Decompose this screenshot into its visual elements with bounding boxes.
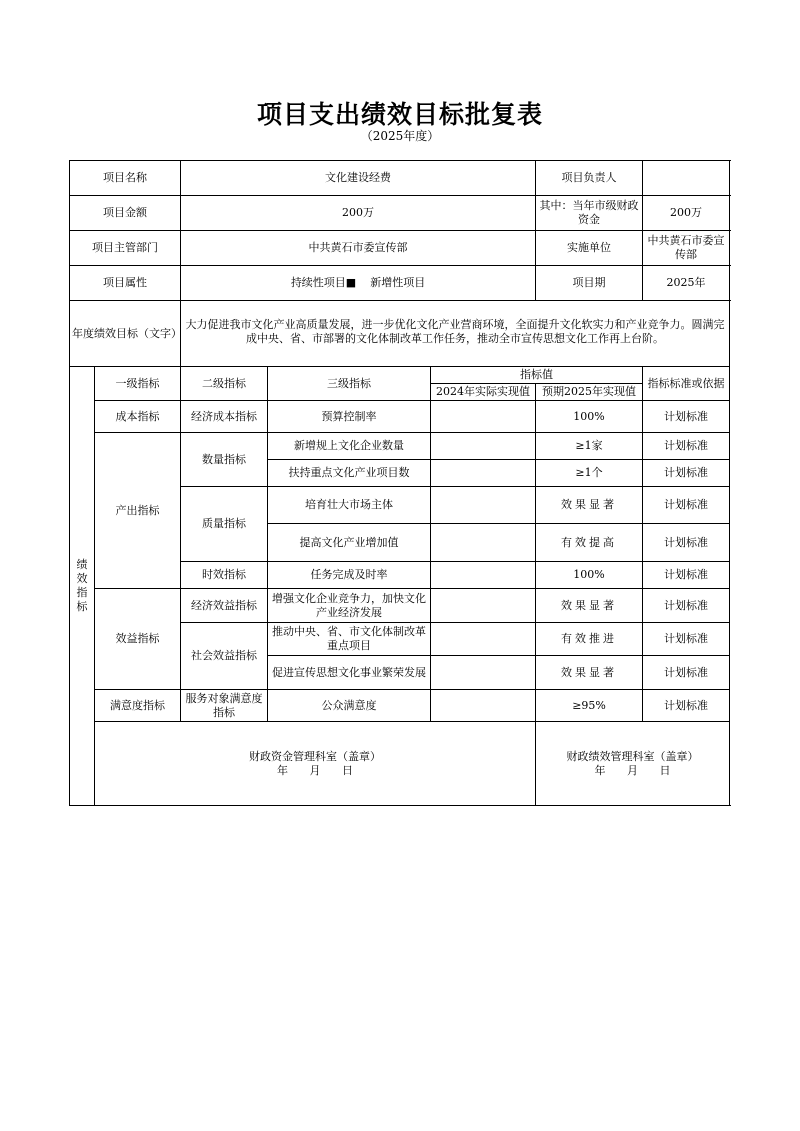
actual-cell [431, 524, 536, 562]
expected-cell: ≥1个 [536, 460, 643, 487]
signature-right [536, 722, 730, 806]
header-level3: 三级指标 [268, 367, 431, 401]
row-project-amount [70, 196, 730, 231]
table-row [70, 401, 730, 433]
header-level2: 二级指标 [181, 367, 268, 401]
expected-cell: 效果显著 [536, 589, 643, 623]
attribute-label: 项目属性 [70, 266, 181, 301]
annual-goal-text: 大力促进我市文化产业高质量发展，进一步优化文化产业营商环境，全面提升文化软实力和产业竞争力。圆满完成中央、省、市部署的文化体制改革工作任务，推动全市宣传思想文化工作再上台阶。 [181, 301, 730, 367]
actual-cell [431, 690, 536, 722]
project-leader-value [643, 161, 730, 196]
performance-office: 财政绩效管理科室（盖章） [566, 749, 699, 763]
standard-cell: 计划标准 [643, 401, 730, 433]
level2-cell: 数量指标 [181, 433, 268, 487]
expected-cell: ≥1家 [536, 433, 643, 460]
level1-cell: 产出指标 [95, 433, 181, 589]
level1-cell: 满意度指标 [95, 690, 181, 722]
expected-cell: 效果显著 [536, 656, 643, 690]
standard-cell: 计划标准 [643, 589, 730, 623]
level3-cell: 增强文化企业竞争力，加快文化产业经济发展 [268, 589, 431, 623]
date-line-left [97, 764, 533, 778]
project-amount-label: 项目金额 [70, 196, 181, 231]
level3-cell: 扶持重点文化产业项目数 [268, 460, 431, 487]
month-label: 月 [309, 763, 321, 777]
level3-cell: 促进宣传思想文化事业繁荣发展 [268, 656, 431, 690]
standard-cell: 计划标准 [643, 656, 730, 690]
row-project-name [70, 161, 730, 196]
header-value: 指标值 [431, 367, 643, 384]
expected-cell: 效果显著 [536, 487, 643, 524]
row-annual-goal [70, 301, 730, 367]
table-row [70, 433, 730, 460]
page-title: 项目支出绩效目标批复表 [256, 100, 543, 129]
annual-goal-label: 年度绩效目标（文字） [70, 301, 181, 367]
period-label: 项目期 [536, 266, 643, 301]
actual-cell [431, 656, 536, 690]
project-leader-label: 项目负责人 [536, 161, 643, 196]
project-amount-value: 200万 [181, 196, 536, 231]
attribute-value: 持续性项目■ 新增性项目 [181, 266, 536, 301]
header-actual-2024: 2024年实际实现值 [431, 384, 536, 401]
table-row [70, 589, 730, 623]
day-label: 日 [659, 763, 671, 777]
expected-cell: 100% [536, 401, 643, 433]
level3-cell: 培育壮大市场主体 [268, 487, 431, 524]
level2-cell: 社会效益指标 [181, 623, 268, 690]
level3-cell: 新增规上文化企业数量 [268, 433, 431, 460]
expected-cell: 有效提高 [536, 524, 643, 562]
actual-cell [431, 589, 536, 623]
standard-cell: 计划标准 [643, 433, 730, 460]
header-level1: 一级指标 [95, 367, 181, 401]
signature-left [95, 722, 536, 806]
signature-row [70, 722, 730, 806]
finance-funds-office: 财政资金管理科室（盖章） [249, 749, 382, 763]
header-expected-2025: 预期2025年实现值 [536, 384, 643, 401]
implementer-label: 实施单位 [536, 231, 643, 266]
department-label: 项目主管部门 [70, 231, 181, 266]
level3-cell: 推动中央、省、市文化体制改革重点项目 [268, 623, 431, 656]
municipal-funds-label: 其中：当年市级财政资金 [536, 196, 643, 231]
implementer-value: 中共黄石市委宣传部 [643, 231, 730, 266]
project-name-label: 项目名称 [70, 161, 181, 196]
page-subtitle: （2025年度） [360, 129, 440, 143]
date-line-right [538, 764, 727, 778]
level3-cell: 公众满意度 [268, 690, 431, 722]
expected-cell: ≥95% [536, 690, 643, 722]
year-label: 年 [277, 763, 289, 777]
row-attribute [70, 266, 730, 301]
header-standard: 指标标准或依据 [643, 367, 730, 401]
level3-cell: 预算控制率 [268, 401, 431, 433]
department-value: 中共黄石市委宣传部 [181, 231, 536, 266]
standard-cell: 计划标准 [643, 460, 730, 487]
actual-cell [431, 487, 536, 524]
month-label: 月 [627, 763, 639, 777]
actual-cell [431, 623, 536, 656]
side-label-text: 绩效指标 [76, 558, 88, 613]
row-department [70, 231, 730, 266]
level2-cell: 时效指标 [181, 562, 268, 589]
level1-cell: 成本指标 [95, 401, 181, 433]
level2-cell: 服务对象满意度指标 [181, 690, 268, 722]
approval-table [69, 160, 730, 806]
level3-cell: 任务完成及时率 [268, 562, 431, 589]
standard-cell: 计划标准 [643, 623, 730, 656]
day-label: 日 [342, 763, 354, 777]
standard-cell: 计划标准 [643, 562, 730, 589]
actual-cell [431, 562, 536, 589]
project-name-value: 文化建设经费 [181, 161, 536, 196]
level2-cell: 质量指标 [181, 487, 268, 562]
expected-cell: 有效推进 [536, 623, 643, 656]
actual-cell [431, 433, 536, 460]
standard-cell: 计划标准 [643, 524, 730, 562]
actual-cell [431, 401, 536, 433]
municipal-funds-value: 200万 [643, 196, 730, 231]
table-row [70, 690, 730, 722]
level2-cell: 经济成本指标 [181, 401, 268, 433]
level3-cell: 提高文化产业增加值 [268, 524, 431, 562]
indicator-header-row [70, 367, 730, 384]
expected-cell: 100% [536, 562, 643, 589]
period-value: 2025年 [643, 266, 730, 301]
standard-cell: 计划标准 [643, 487, 730, 524]
actual-cell [431, 460, 536, 487]
level1-cell: 效益指标 [95, 589, 181, 690]
year-label: 年 [594, 763, 606, 777]
standard-cell: 计划标准 [643, 690, 730, 722]
indicator-side-label [70, 367, 95, 806]
level2-cell: 经济效益指标 [181, 589, 268, 623]
